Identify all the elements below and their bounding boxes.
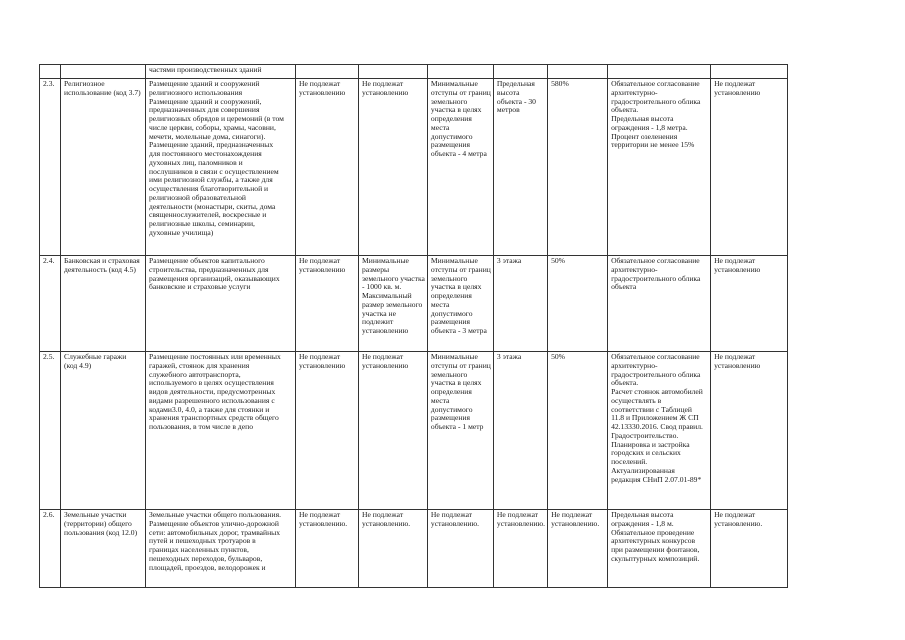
table-row [40,510,788,588]
use-description-cell [146,256,296,352]
cell-text-line: установлению [299,360,346,370]
cell-text-line: (код 4.9) [64,360,92,370]
coverage-percent-cell [548,352,608,510]
cell-text-line: отступы от границ [430,360,491,370]
coverage-percent-cell [548,510,608,588]
max-height-cell [493,256,547,352]
row-number-cell [40,79,61,256]
other-parameters-cell [608,65,711,79]
cell-text-line: Предельная высота [611,114,674,123]
cell-text-line: места [430,299,450,309]
cell-text-line: установлению [714,264,761,274]
cell-text-line: банковские и страховые услуги [149,282,251,292]
cell-text-line: Процент озеленения [611,131,678,141]
land-size-cell [359,256,428,352]
cell-text-line: ими религиозной службы, а также для [149,175,273,185]
cell-text-line: служебного автотранспорта, [149,369,241,379]
cell-text-line: установлению [714,360,761,370]
cell-text-line: Служебные гаражи [64,352,127,361]
cell-text-line: Не подлежат [496,510,539,519]
cell-text-line: ограждения - 1,8 м. [611,518,674,528]
cell-text-line: для постоянного местонахождения [149,149,262,158]
setback-cell [427,65,493,79]
max-land-size-cell [296,79,359,256]
cell-text-line: 50% [551,256,565,265]
cell-text-line: Размещение зданий и сооружений, [149,96,262,106]
use-description-cell [146,79,296,256]
cell-text-line: кодами3.0, 4.0, а также для стоянки и [149,404,270,414]
cell-text-line: градостроительного облика [611,96,701,106]
cell-text-line: Размещение объектов капитального [149,256,265,265]
cell-text-line: гаражей, стоянок для хранения [149,360,250,370]
cell-text-line: религиозной образовательной [149,192,246,202]
cell-text-line: религиозные школы, семинарии, [149,219,255,228]
cell-text-line: определения [430,114,472,123]
max-height-cell [493,65,547,79]
cell-text-line: Земельные участки [64,510,127,519]
other-parameters-cell [608,352,711,510]
cell-text-line: допустимого [430,404,473,414]
cell-text-line: используемого в целях осуществления [149,378,274,388]
cell-text-line: Обязательное согласование [611,352,700,361]
cell-text-line: 2.5. [43,352,55,361]
cell-text-line: Минимальные [430,256,478,265]
use-description-cell [146,352,296,510]
cell-text-line: установлению. [299,518,348,528]
cell-text-line: пешеходных переходов, бульваров, [149,553,263,563]
coverage-percent-cell [548,65,608,79]
cell-text-line: пользования, в том числе в депо [149,422,253,431]
cell-text-line: территории не менее 15% [611,140,695,150]
cell-text-line: Не подлежат [299,510,341,519]
cell-text-line: размещения [430,413,470,423]
cell-text-line: Религиозное [64,79,105,88]
land-use-regulations-table [39,64,788,588]
cell-text-line: Размещение зданий и сооружений [149,79,260,88]
setback-cell [427,79,493,256]
cell-text-line: Не подлежат [714,79,756,88]
cell-text-line: при размещении фонтанов, [611,545,700,554]
cell-text-line: Расчет стоянок автомобилей [611,387,703,396]
cell-text-line: размеры [362,264,390,274]
max-land-size-cell [296,352,359,510]
cell-text-line: Размещение объектов улично-дорожной [149,518,279,528]
cell-text-line: религиозных обрядов и церемоний (в том [149,114,284,123]
cell-text-line: пользования (код 12.0) [64,527,138,537]
cell-text-line: Обязательное проведение [611,527,695,537]
restrictions-cell [711,352,788,510]
max-height-cell [493,352,547,510]
cell-text-line: (территории) общего [64,518,132,528]
cell-text-line: архитектурных конкурсов [611,536,696,546]
cell-text-line: установлению. [362,518,411,528]
cell-text-line: Минимальные [430,79,478,88]
cell-text-line: Не подлежат [299,79,341,88]
cell-text-line: Не подлежат [362,79,404,88]
cell-text-line: 2.4. [43,256,55,265]
cell-text-line: объекта [611,282,637,292]
cell-text-line: 50% [551,352,565,361]
restrictions-cell [711,65,788,79]
cell-text-line: определения [430,387,472,396]
cell-text-line: строительства, предназначенных для [149,264,269,274]
cell-text-line: Планировка и застройка [611,439,690,449]
land-size-cell [359,510,428,588]
coverage-percent-cell [548,79,608,256]
cell-text-line: священнослужителей, воскресные и [149,210,267,220]
max-land-size-cell [296,510,359,588]
cell-text-line: Не подлежат [430,510,473,519]
cell-text-line: Не подлежат [714,510,756,519]
cell-text-line: духовные училища) [149,227,214,237]
cell-text-line: религиозного использования [149,87,243,97]
use-description-cell [146,65,296,79]
permitted-use-cell [61,65,146,79]
setback-cell [427,256,493,352]
cell-text-line: использование (код 3.7) [64,87,141,97]
cell-text-line: 580% [551,79,569,88]
land-size-cell [359,65,428,79]
cell-text-line: допустимого [430,308,473,318]
cell-text-line: - 1000 кв. м. [362,282,402,292]
cell-text-line: ограждения - 1,8 метра. [611,122,688,132]
cell-text-line: Градостроительство. [611,430,679,440]
cell-text-line: установлению [362,326,409,335]
cell-text-line: Размещение зданий, предназначенных [149,140,274,150]
cell-text-line: осуществления благотворительной и [149,184,269,193]
cell-text-line: объекта - 1 метр [430,422,484,431]
cell-text-line: 42.13330.2016. Свод правил. [611,422,703,431]
cell-text-line: отступы от границ [430,264,491,274]
cell-text-line: Размещение постоянных или временных [149,352,281,361]
cell-text-line: допустимого [430,131,473,141]
land-size-cell [359,352,428,510]
table-row [40,79,788,256]
permitted-use-cell [61,352,146,510]
max-land-size-cell [296,65,359,79]
setback-cell [427,352,493,510]
cell-text-line: духовных лиц, паломников и [149,157,243,167]
cell-text-line: 2.3. [43,79,55,88]
cell-text-line: числе церкви, соборы, храмы, часовни, [149,122,276,132]
cell-text-line: установлению [362,360,409,370]
cell-text-line: путей и пешеходных тротуаров в [149,536,256,546]
cell-text-line: размещения [430,317,470,327]
cell-text-line: отступы от границ [430,87,491,97]
cell-text-line: установлению. [430,518,480,528]
cell-text-line: метров [496,105,520,115]
cell-text-line: участка в целях [430,105,482,115]
cell-text-line: земельного [430,369,468,379]
coverage-percent-cell [548,256,608,352]
cell-text-line: участка в целях [430,378,482,388]
cell-text-line: Не подлежат [551,510,593,519]
setback-cell [427,510,493,588]
max-land-size-cell [296,256,359,352]
cell-text-line: Максимальный [362,291,412,300]
restrictions-cell [711,79,788,256]
land-size-cell [359,79,428,256]
cell-text-line: границах населенных пунктов, [149,545,249,554]
cell-text-line: Минимальные [430,352,478,361]
cell-text-line: послушников в связи с осуществлением [149,166,279,176]
cell-text-line: Не подлежат [714,256,756,265]
max-height-cell [493,79,547,256]
cell-text-line: установлению. [551,518,600,528]
cell-text-line: градостроительного облика [611,369,701,379]
cell-text-line: Предельная высота [611,510,674,519]
cell-text-line: соответствии с Таблицей [611,404,692,414]
permitted-use-cell [61,510,146,588]
cell-text-line: земельного [430,273,468,283]
cell-text-line: градостроительного облика [611,273,701,283]
use-description-cell [146,510,296,588]
cell-text-line: архитектурно- [611,87,658,97]
cell-text-line: земельного участка [362,273,425,283]
cell-text-line: частями производственных зданий [149,65,262,74]
cell-text-line: Предельная [496,79,535,88]
cell-text-line: участка в целях [430,282,482,292]
table-row [40,352,788,510]
cell-text-line: установлению [299,87,346,97]
restrictions-cell [711,510,788,588]
cell-text-line: Актуализированная [611,465,675,475]
cell-text-line: размещения [430,140,470,150]
cell-text-line: Обязательное согласование [611,256,700,265]
cell-text-line: Обязательное согласование [611,79,700,88]
cell-text-line: сети: автомобильных дорог, трамвайных [149,527,281,537]
cell-text-line: городских и сельских [611,448,681,458]
cell-text-line: Не подлежат [362,510,404,519]
cell-text-line: 11.8 и Приложением Ж СП [611,413,699,423]
cell-text-line: установлению [299,264,346,274]
cell-text-line: земельного [430,96,468,106]
cell-text-line: архитектурно- [611,264,658,274]
row-number-cell [40,352,61,510]
cell-text-line: установлению [714,87,761,97]
permitted-use-cell [61,256,146,352]
cell-text-line: предназначенных для совершения [149,105,260,115]
cell-text-line: 3 этажа [496,352,522,361]
cell-text-line: 3 этажа [496,256,522,265]
cell-text-line: установлению [362,87,409,97]
cell-text-line: объекта - 4 метра [430,149,487,158]
cell-text-line: участка не [362,308,396,318]
other-parameters-cell [608,510,711,588]
row-number-cell [40,510,61,588]
cell-text-line: мечети, молельные дома, синагоги). [149,131,266,141]
permitted-use-cell [61,79,146,256]
cell-text-line: редакция СНиП 2.07.01-89* [611,474,702,484]
cell-text-line: места [430,122,450,132]
cell-text-line: определения [430,291,472,300]
cell-text-line: Не подлежат [714,352,756,361]
cell-text-line: подлежит [362,317,394,327]
cell-text-line: скульптурных композиций. [611,553,700,563]
cell-text-line: высота [496,87,520,97]
table-row [40,256,788,352]
cell-text-line: установлению. [496,518,546,528]
other-parameters-cell [608,256,711,352]
cell-text-line: объекта. [611,378,639,388]
row-number-cell [40,65,61,79]
cell-text-line: размер земельного [362,299,423,309]
cell-text-line: размещения организаций, оказывающих [149,273,280,283]
cell-text-line: деятельности (монастыри, скиты, дома [149,201,276,211]
cell-text-line: Не подлежат [362,352,404,361]
cell-text-line: места [430,395,450,405]
cell-text-line: Банковская и страховая [64,256,140,265]
cell-text-line: установлению. [714,518,763,528]
cell-text-line: объекта - 3 метра [430,326,487,335]
row-number-cell [40,256,61,352]
cell-text-line: Не подлежат [299,352,341,361]
cell-text-line: Минимальные [362,256,409,265]
cell-text-line: поселений. [611,457,648,466]
cell-text-line: деятельность (код 4.5) [64,264,136,274]
cell-text-line: объекта - 30 [496,96,536,106]
restrictions-cell [711,256,788,352]
cell-text-line: Земельные участки общего пользования. [149,510,282,519]
cell-text-line: видов деятельности, предусмотренных [149,387,276,396]
cell-text-line: Не подлежат [299,256,341,265]
other-parameters-cell [608,79,711,256]
cell-text-line: видами разрешенного использования с [149,395,275,405]
cell-text-line: хранения транспортных средств общего [149,413,279,423]
cell-text-line: осуществлять в [611,395,662,405]
cell-text-line: площадей, проездов, велодорожек и [149,562,266,572]
cell-text-line: 2.6. [43,510,55,519]
table-row [40,65,788,79]
cell-text-line: объекта. [611,105,639,115]
cell-text-line: архитектурно- [611,360,658,370]
max-height-cell [493,510,547,588]
